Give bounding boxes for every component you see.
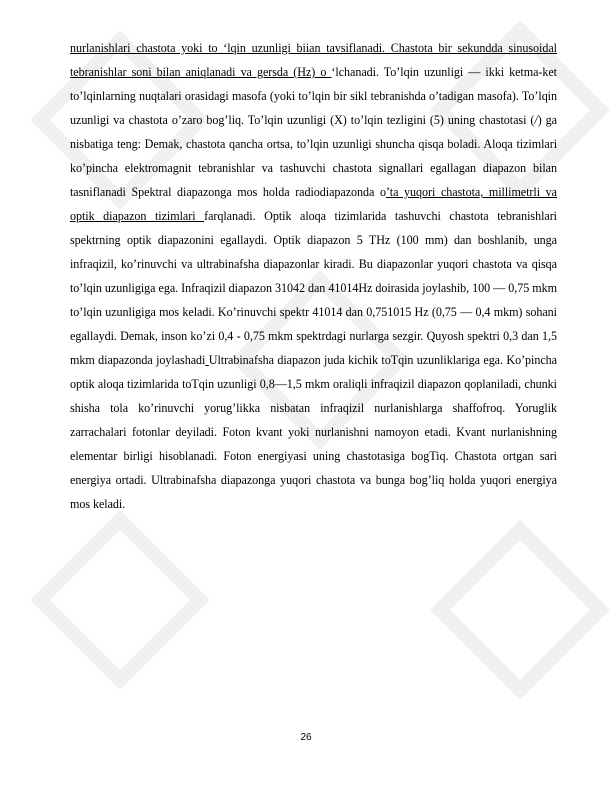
text-segment: farqlanadi. Optik aloqa tizimlarida tashuvchi chastota tebranishlari spektrning optik diapazonini egallaydi. Optik diapazon 5 THz (100 mm) dan boshlanib, unga infraqizil, ko’rinuvchi va ultrabinafsha diapazonlar kiradi. Bu diapazonlar yuqori chastota va qisqa to’lqin uzunligiga ega. Infraqizil diapazon 31042 dan 41014Hz doirasida joylashib, 100 — 0,75 mkm to’lqin uzunligiga mos keladi. Ko’rinuvchi spektr 41014 dan 0,751015 Hz (0,75 — 0,4 mkm) sohani egallaydi. Demak, inson ko’zi 0,4 - 0,75 mkm spektrdagi nurlarga sezgir. Quyosh spektri 0,3 dan 1,5 mkm diapazonda joylashadi (70, 209, 557, 367)
text-segment: ) ga nisbatiga teng: Demak, chastota qancha ortsa, to’lqin uzunligi shuncha qisqa boladi. Aloqa tizimlari ko’pincha elektromagnit tebranishlar va tashuvchi chastota signallari egallagan diapazon bilan tasniflanadi Spektral diapazonga mos holda radiodiapazonda o (70, 113, 557, 199)
text-segment: Ultrabinafsha diapazon juda kichik toTqin uzunliklariga ega. Ko’pincha optik aloqa tizimlarida toTqin uzunligi 0,8—1,5 mkm oraliqli infraqizil diapazon qoplaniladi, chunki shisha tola ko’rinuvchi yorug’likka nisbatan infraqizil nurlanishlarga shaffofroq. Yoruglik zarrachalari fotonlar deyiladi. Foton kvant yoki nurlanishni namoyon etadi. Kvant nurlanishning elementar birligi hisoblanadi. Foton energiyasi uning chastotasiga bogTiq. Chastota ortgan sari energiya ortadi. Ultrabinafsha diapazonga yuqori chastota va bunga bog’liq holda yuqori energiya mos keladi. (70, 353, 557, 511)
text-segment: ‘lchanadi. To’lqin uzunligi — ikki ketma-ket to’lqinlarning nuqtalari orasidagi masofa (yoki to’lqin bir sikl tebranishda o’tadigan masofa). To’lqin uzunligi va chastota o’zaro bog’liq. To’lqin uzunligi (X) to’lqin tezligini (5) uning chastotasi ( (70, 65, 557, 127)
page-number: 26 (300, 732, 312, 743)
underlined-systems-list: ’ta yuqori chastota, millimetrli va optik diapazon tizimlari (70, 185, 557, 223)
document-body (70, 36, 557, 516)
underlined-definition-start: nurlanishlari chastota yoki to ‘lqin uzunligi biian tavsiflanadi. Chastota bir sekundda sinusoidal tebranishlar soni bilan aniqlanadi va gersda (Hz) o (70, 41, 557, 79)
frequency-symbol: / (534, 113, 538, 127)
main-paragraph (70, 36, 557, 516)
